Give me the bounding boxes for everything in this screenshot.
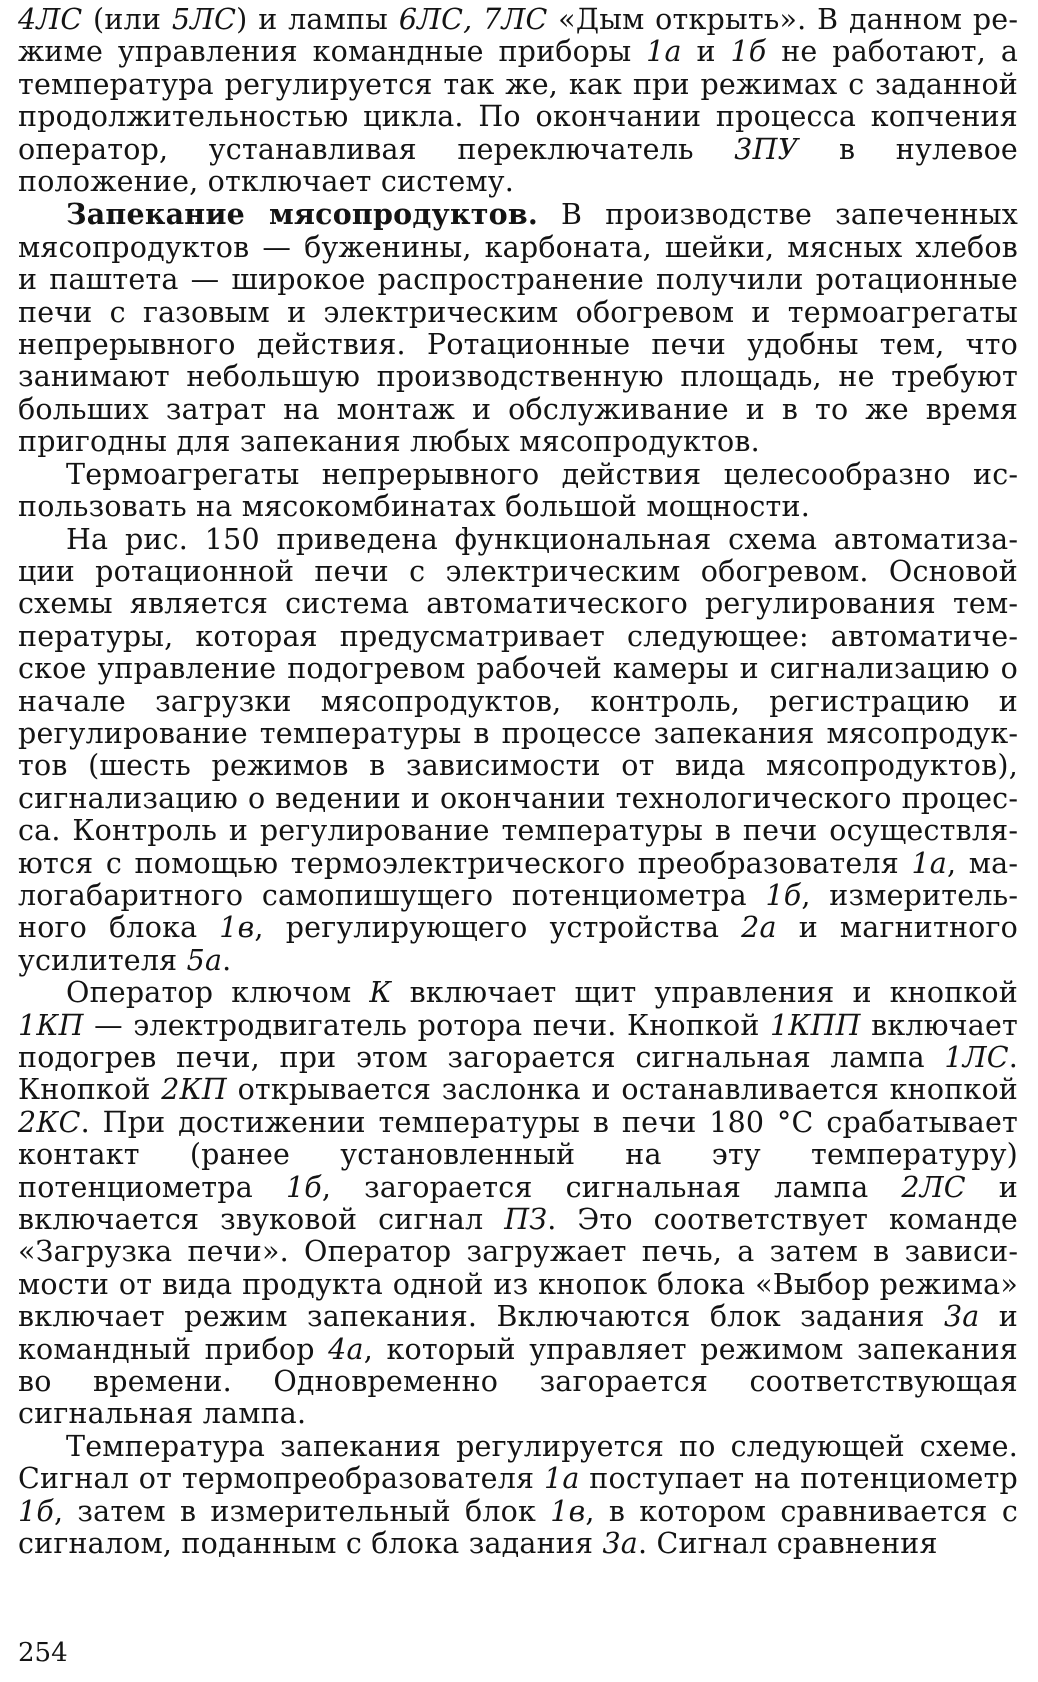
italic-designation: 3а bbox=[943, 1300, 980, 1334]
italic-designation: 4ЛС bbox=[18, 3, 83, 36]
text-run: , который управляет режимом запекания во времени. Одновременно загорается соответствующая сигнальная лампа. bbox=[18, 1332, 1018, 1431]
text-run: и командный прибор bbox=[18, 1300, 1018, 1366]
text-run: поступает на потенциометр bbox=[579, 1462, 1018, 1496]
text-run: . При достижении температуры в печи 180 °С срабатывает контакт (ранее установленный на эту температуру) потенциометра bbox=[18, 1105, 1018, 1204]
paragraph-baking-meat-products bbox=[18, 198, 1018, 458]
italic-designation: 1а bbox=[646, 35, 682, 69]
text-run: «Дым открыть». В данном режиме управления командные приборы bbox=[18, 3, 1018, 69]
text-run: В производстве запеченных мясопродуктов — буженины, карбоната, шейки, мясных хлебов и паштета — широкое распространение получили ротационные печи с газовым и электрическим обогревом и термоагрегаты непрерывного действия. Ротационные печи удобны тем, что занимают небольшую производственную площадь, не требуют больших затрат на монтаж и обслуживание и в то же время пригодны для запекания любых мясопродуктов. bbox=[18, 198, 1018, 459]
text-run: , малогабаритного самопишущего потенциометра bbox=[18, 846, 1018, 912]
italic-designation: 1ЛС bbox=[944, 1041, 1009, 1074]
text-run: , в котором сравнивается с сигналом, поданным с блока задания bbox=[18, 1494, 1018, 1561]
italic-designation: 2ЛС bbox=[901, 1170, 966, 1204]
page-number: 254 bbox=[18, 1638, 68, 1668]
italic-designation: 1б bbox=[730, 35, 767, 69]
italic-designation: ПЗ bbox=[504, 1203, 548, 1237]
italic-designation: 1в bbox=[219, 911, 255, 945]
text-run: включает щит управления и кнопкой bbox=[391, 976, 1018, 1010]
paragraph-continuation bbox=[18, 4, 1018, 198]
text-run: — электродвигатель ротора печи. Кнопкой bbox=[83, 1008, 770, 1042]
text-run: Температура запекания регулируется по следующей схеме. Сигнал от термопреобразователя bbox=[18, 1429, 1018, 1496]
paragraph-thermal-units bbox=[18, 459, 1018, 524]
italic-designation: 2КП bbox=[161, 1073, 227, 1107]
run-in-heading: Запекание мясопродуктов. bbox=[66, 197, 538, 232]
italic-designation: 1б bbox=[285, 1170, 322, 1204]
text-run: открывается заслонка и останавливается кнопкой bbox=[226, 1073, 1019, 1107]
text-run: Термоагрегаты непрерывного действия целесообразно использовать на мясокомбинатах большой мощности. bbox=[18, 457, 1018, 524]
text-run: и включается звуковой сигнал bbox=[18, 1170, 1018, 1237]
paragraph-figure-150-scheme bbox=[18, 524, 1018, 978]
italic-designation: 6ЛС, 7ЛС bbox=[398, 3, 548, 36]
italic-designation: К bbox=[369, 976, 392, 1010]
italic-designation: 2а bbox=[741, 911, 777, 945]
text-run: , измерительного блока bbox=[18, 878, 1018, 945]
text-run: , затем в измерительный блок bbox=[53, 1494, 551, 1528]
text-run: не работают, а температура регулируется так же, как при режимах с заданной продолжительностью цикла. По окончании процесса копчения оператор, устанавливая переключатель bbox=[18, 35, 1019, 166]
italic-designation: 2КС bbox=[18, 1105, 81, 1139]
italic-designation: 3а bbox=[602, 1527, 638, 1561]
text-run: Оператор ключом bbox=[66, 976, 370, 1010]
text-run: , регулирующего устройства bbox=[254, 911, 742, 945]
italic-designation: 5а bbox=[186, 943, 223, 977]
text-run: . Это соответствует команде «Загрузка печи». Оператор загружает печь, а затем в зависимости от вида продукта одной из кнопок блока «Выбор режима» включает режим запекания. Включаются блок задания bbox=[18, 1203, 1018, 1334]
italic-designation: 3ПУ bbox=[734, 132, 799, 166]
italic-designation: 5ЛС bbox=[171, 3, 237, 36]
italic-designation: 4а bbox=[328, 1332, 364, 1366]
text-run: включает подогрев печи, при этом загорается сигнальная лампа bbox=[18, 1008, 1018, 1074]
text-run: . Сигнал сравнения bbox=[637, 1527, 938, 1561]
italic-designation: 1КПП bbox=[770, 1008, 861, 1042]
text-run: ) и лампы bbox=[236, 3, 399, 36]
text-run: На рис. 150 приведена функциональная схема автоматизации ротационной печи с электрическим обогревом. Основой схемы является система автоматического регулирования температуры, которая предусматривает следующее: автоматическое управление подогревом рабочей камеры и сигнализацию о начале загрузки мясопродуктов, контроль, регистрацию и регулирование температуры в процессе запекания мясопродуктов (шесть режимов в зависимости от вида мясопродуктов), сигнализацию о ведении и окончании технологического процесса. Контроль и регулирование температуры в печи осуществляются с помощью термоэлектрического преобразователя bbox=[18, 522, 1018, 880]
italic-designation: 1б bbox=[765, 878, 802, 912]
text-run: , загорается сигнальная лампа bbox=[321, 1170, 902, 1204]
text-run: и bbox=[681, 35, 731, 69]
italic-designation: 1а bbox=[911, 846, 947, 880]
italic-designation: 1б bbox=[18, 1494, 54, 1528]
text-run: (или bbox=[82, 3, 172, 36]
italic-designation: 1в bbox=[550, 1494, 586, 1528]
page-body bbox=[18, 4, 1018, 1561]
text-run: и магнитного усилителя bbox=[18, 911, 1018, 977]
italic-designation: 1КП bbox=[18, 1008, 84, 1042]
text-run: . Кнопкой bbox=[18, 1041, 1018, 1107]
paragraph-operator-procedure bbox=[18, 977, 1018, 1431]
italic-designation: 1а bbox=[543, 1462, 580, 1496]
text-run: . bbox=[222, 943, 232, 977]
text-run: в нулевое положение, отключает систему. bbox=[18, 132, 1018, 199]
paragraph-temperature-regulation bbox=[18, 1431, 1018, 1561]
